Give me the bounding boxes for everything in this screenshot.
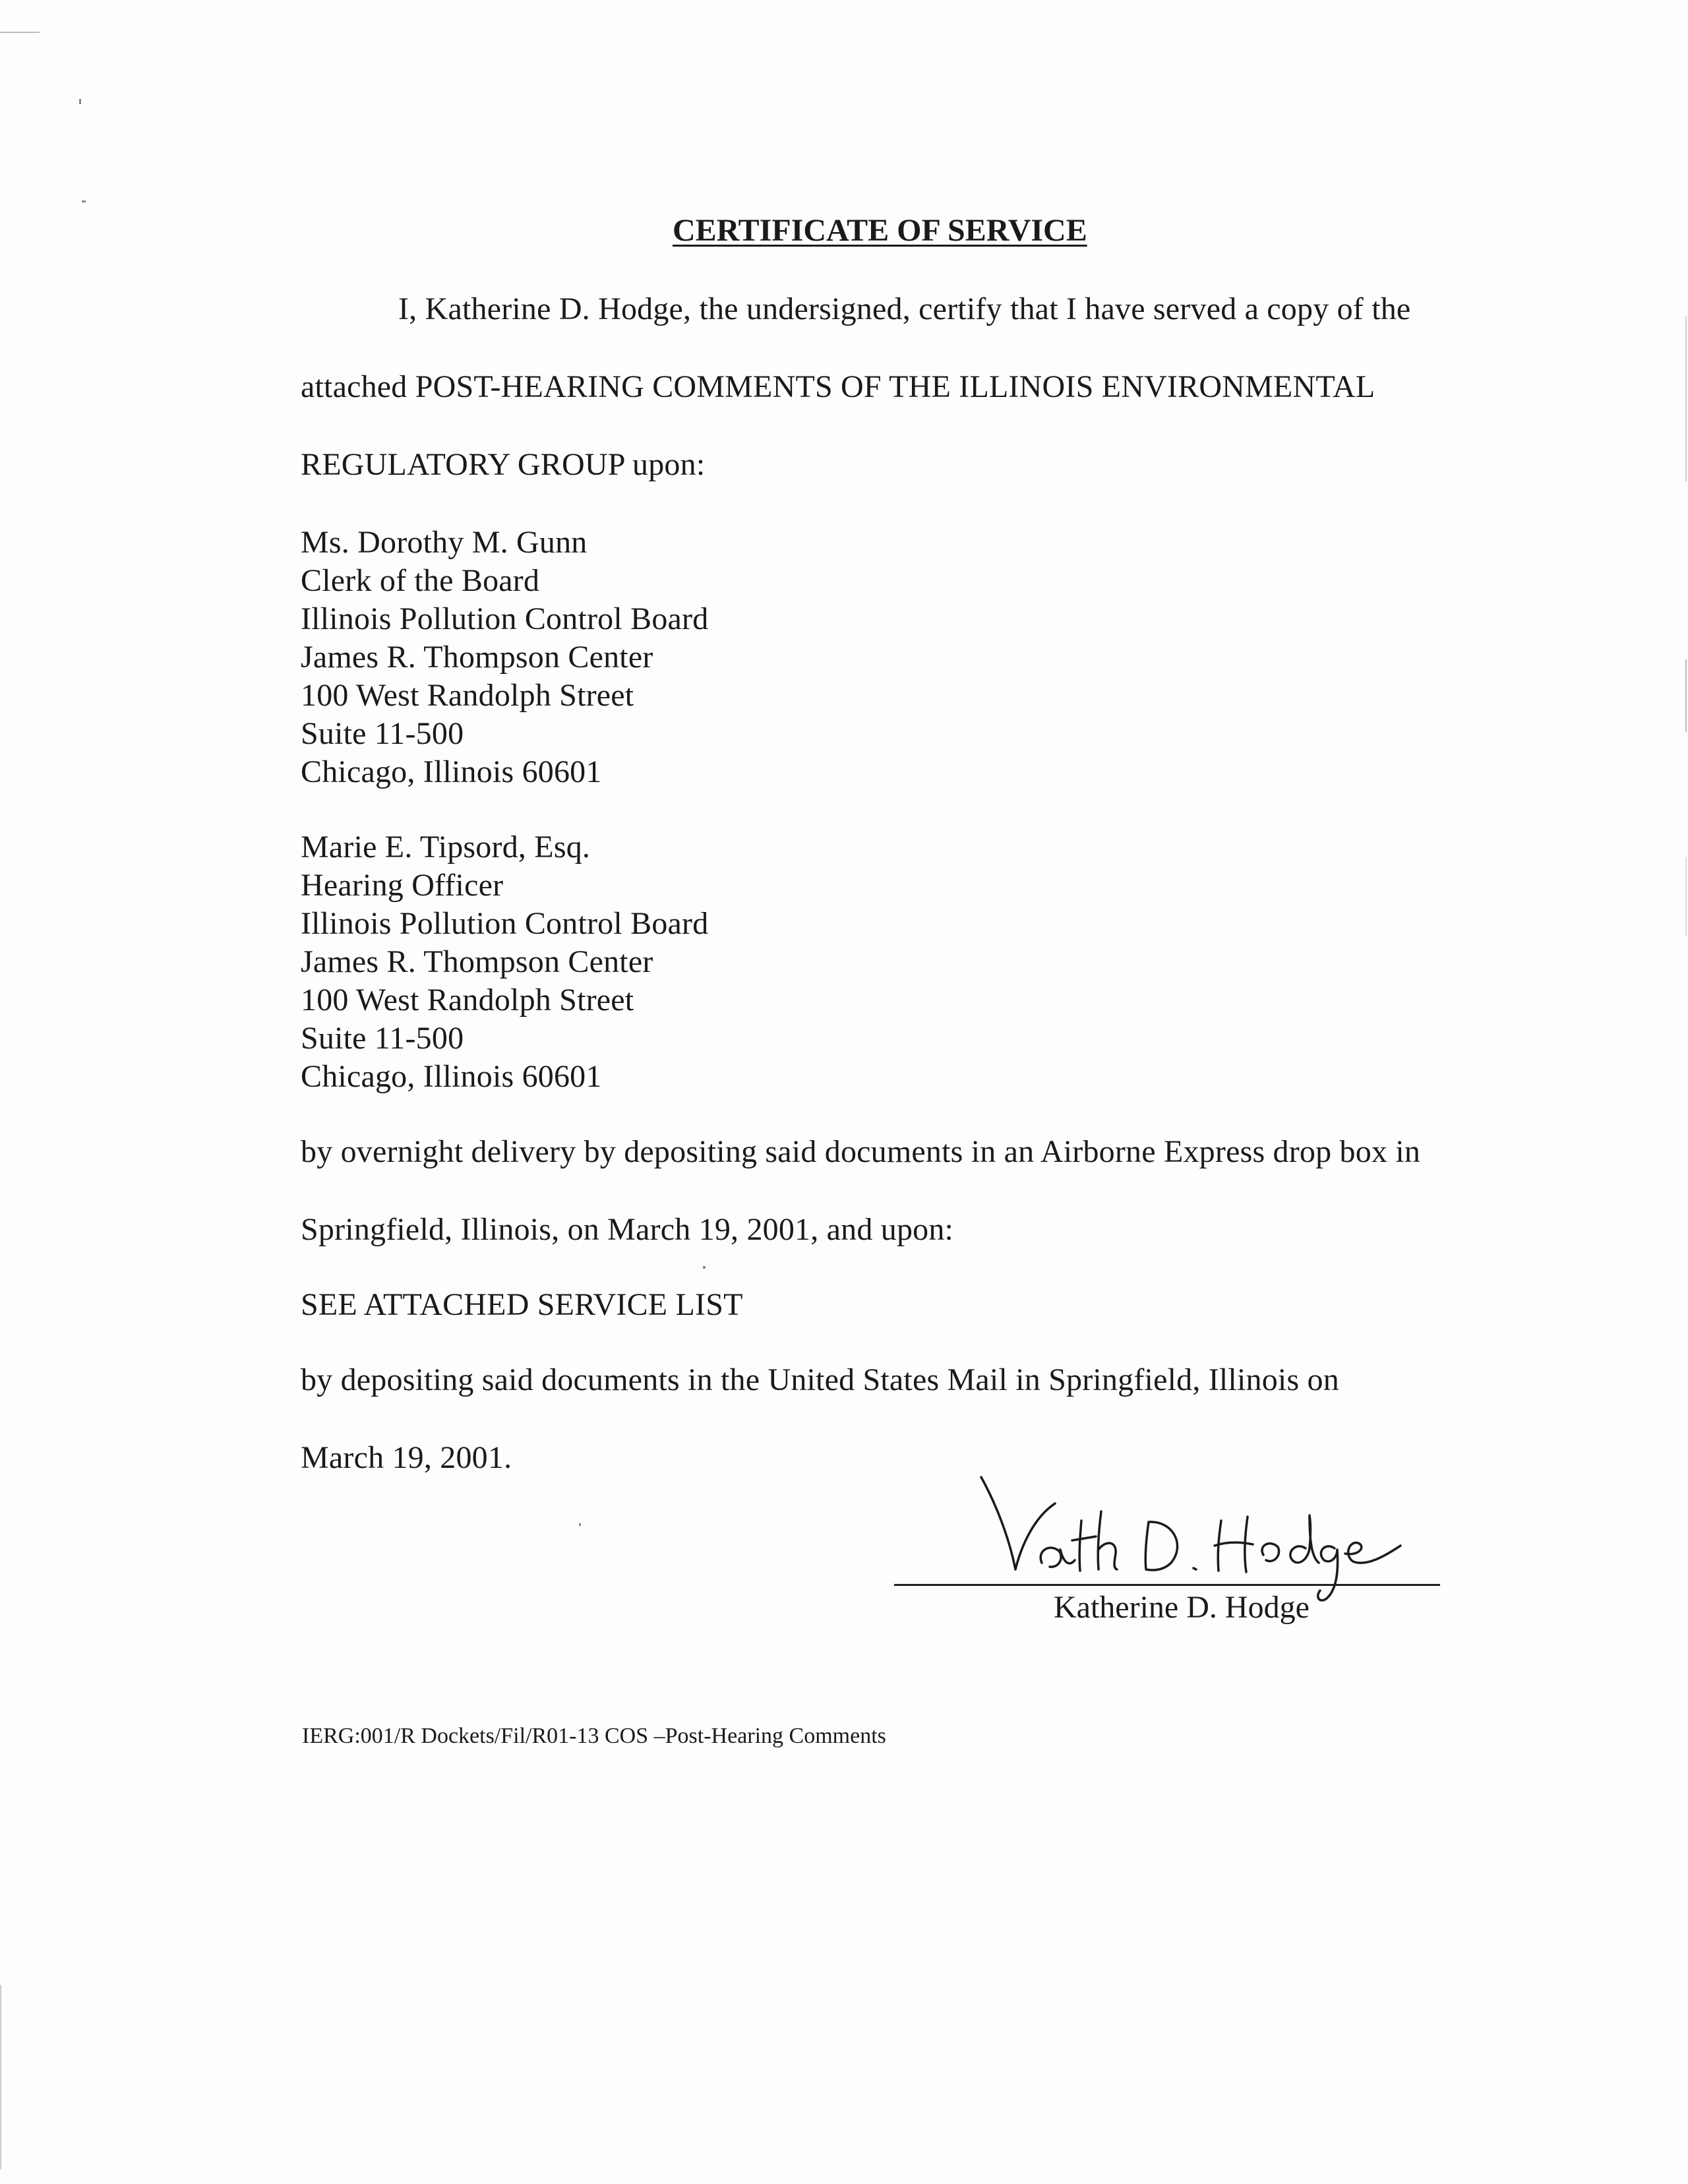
delivery-line-2: Springfield, Illinois, on March 19, 2001, and upon: [301, 1212, 954, 1247]
scan-edge [1685, 857, 1687, 936]
document-title: CERTIFICATE OF SERVICE [673, 213, 1087, 248]
scan-edge [1685, 317, 1687, 481]
scan-mark [0, 32, 40, 33]
scan-mark [79, 99, 81, 104]
scan-edge [0, 1985, 1, 2169]
signature-line [894, 1584, 1440, 1586]
intro-line-2: attached POST-HEARING COMMENTS OF THE ILLINOIS ENVIRONMENTAL [301, 369, 1375, 404]
signer-printed-name: Katherine D. Hodge [1054, 1590, 1310, 1625]
intro-line-1: I, Katherine D. Hodge, the undersigned, certify that I have served a copy of the [398, 291, 1411, 326]
scan-mark [703, 1266, 706, 1269]
recipient-1-building: James R. Thompson Center [301, 640, 653, 675]
intro-line-3: REGULATORY GROUP upon: [301, 447, 706, 482]
recipient-2-building: James R. Thompson Center [301, 944, 653, 979]
recipient-2-street: 100 West Randolph Street [301, 983, 634, 1017]
recipient-1-name: Ms. Dorothy M. Gunn [301, 525, 588, 560]
scan-mark [579, 1523, 581, 1526]
recipient-1-org: Illinois Pollution Control Board [301, 601, 709, 636]
mail-line-2: March 19, 2001. [301, 1440, 512, 1475]
recipient-2-city: Chicago, Illinois 60601 [301, 1059, 602, 1094]
recipient-1-title: Clerk of the Board [301, 563, 540, 598]
recipient-2-org: Illinois Pollution Control Board [301, 906, 709, 941]
recipient-1-suite: Suite 11-500 [301, 716, 464, 751]
scan-edge [1685, 659, 1687, 732]
recipient-1-street: 100 West Randolph Street [301, 678, 634, 713]
recipient-2-name: Marie E. Tipsord, Esq. [301, 830, 591, 864]
recipient-2-suite: Suite 11-500 [301, 1021, 464, 1056]
mail-line-1: by depositing said documents in the United States Mail in Springfield, Illinois on [301, 1362, 1339, 1397]
recipient-1-city: Chicago, Illinois 60601 [301, 754, 602, 789]
recipient-2-title: Hearing Officer [301, 868, 504, 903]
scan-mark [82, 200, 86, 202]
delivery-line-1: by overnight delivery by depositing said documents in an Airborne Express drop box in [301, 1134, 1421, 1169]
document-footer: IERG:001/R Dockets/Fil/R01-13 COS –Post-Hearing Comments [302, 1724, 886, 1748]
service-list-line: SEE ATTACHED SERVICE LIST [301, 1287, 743, 1322]
